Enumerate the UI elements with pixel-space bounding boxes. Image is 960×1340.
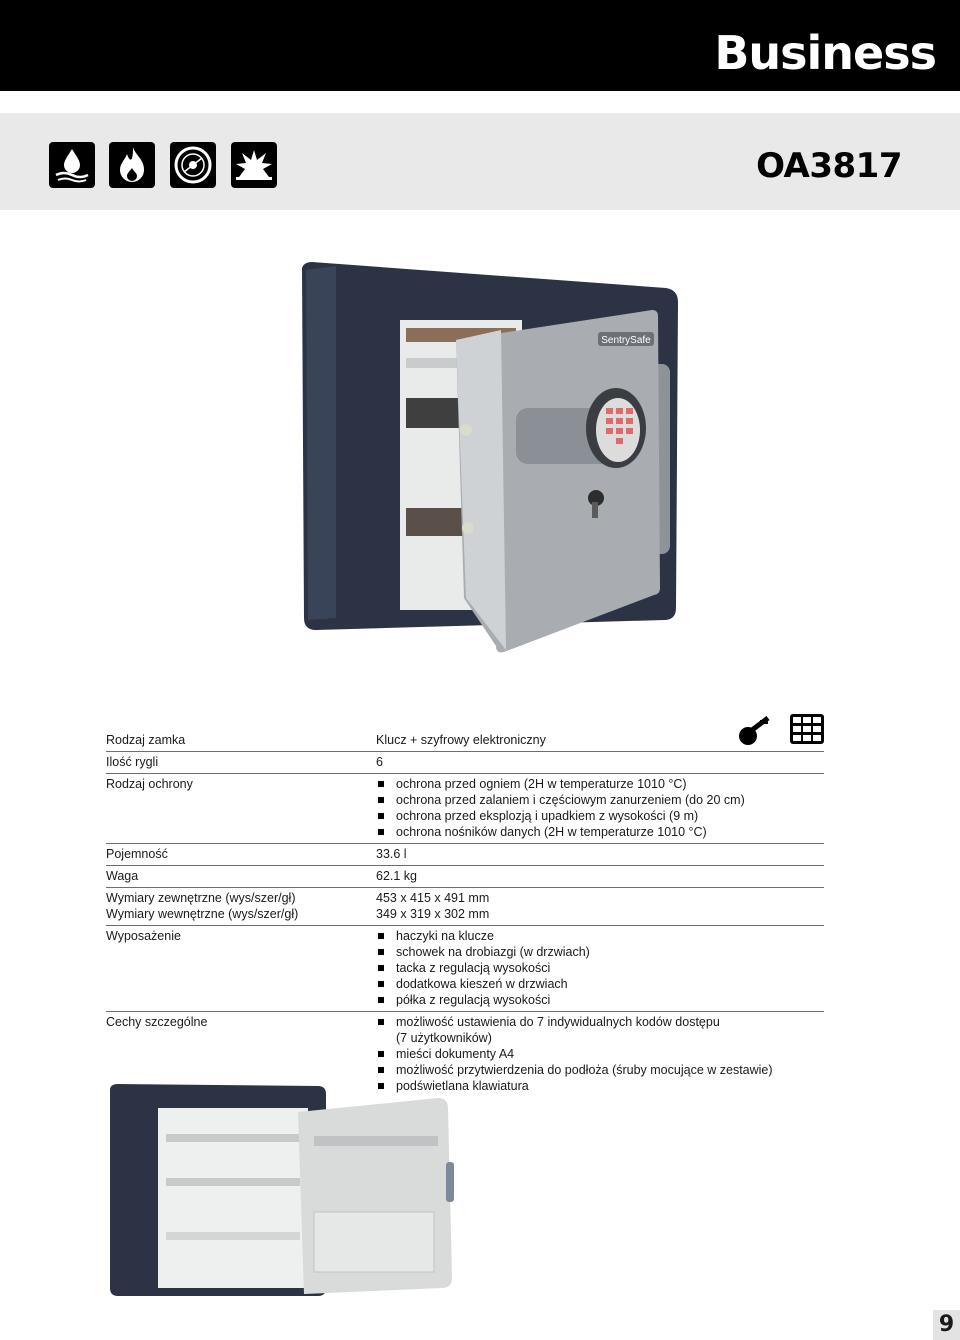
list-item: ochrona przed eksplozją i upadkiem z wysokości (9 m) (376, 808, 824, 824)
spec-value: 6 (376, 755, 383, 769)
list-item: podświetlana klawiatura (376, 1078, 824, 1094)
list-item: haczyki na klucze (376, 928, 824, 944)
list-item: ochrona przed ogniem (2H w temperaturze 1010 °C) (376, 776, 824, 792)
spec-label: Pojemność (106, 847, 168, 861)
list-item: dodatkowa kieszeń w drzwiach (376, 976, 824, 992)
product-model: OA3817 (756, 146, 902, 186)
list-item: ochrona przed zalaniem i częściowym zanurzeniem (do 20 cm) (376, 792, 824, 808)
spec-table (106, 730, 824, 1097)
spec-label: Ilość rygli (106, 755, 159, 769)
spec-label: Cechy szczególne (106, 1015, 208, 1029)
page-number: 9 (933, 1310, 960, 1340)
list-item: możliwość przytwierdzenia do podłoża (śruby mocujące w zestawie) (376, 1062, 824, 1078)
explosion-icon (231, 142, 277, 188)
spec-label: Waga (106, 869, 139, 883)
list-item: półka z regulacją wysokości (376, 992, 824, 1008)
list-item: mieści dokumenty A4 (376, 1046, 824, 1062)
spec-row-protection (106, 774, 824, 844)
spec-row-capacity (106, 844, 824, 866)
spec-value: 453 x 415 x 491 mm (376, 891, 490, 905)
spec-row-equipment (106, 926, 824, 1012)
list-item: tacka z regulacją wysokości (376, 960, 824, 976)
spec-value: 33.6 l (376, 847, 407, 861)
spec-row-bolts (106, 752, 824, 774)
safe-photo-main (296, 258, 686, 658)
safe-logo-text: SentrySafe (601, 335, 651, 346)
header-bar (0, 0, 960, 91)
spec-row-lock (106, 730, 824, 752)
list-item: możliwość ustawienia do 7 indywidualnych kodów dostępu (7 użytkowników) (376, 1014, 824, 1046)
water-drop-icon (49, 142, 95, 188)
list-item: schowek na drobiazgi (w drzwiach) (376, 944, 824, 960)
spec-label: Wymiary zewnętrzne (wys/szer/gł) (106, 891, 296, 905)
equipment-list (376, 928, 824, 1008)
list-item: ochrona nośników danych (2H w temperaturze 1010 °C) (376, 824, 824, 840)
spec-row-dimensions (106, 888, 824, 926)
brand-title: Business (714, 26, 936, 80)
spec-value: 349 x 319 x 302 mm (376, 907, 490, 921)
spec-value: Klucz + szyfrowy elektroniczny (376, 733, 546, 747)
disc-icon (170, 142, 216, 188)
spec-label: Rodzaj zamka (106, 733, 186, 747)
spec-label: Wymiary wewnętrzne (wys/szer/gł) (106, 907, 299, 921)
safe-photo-open (108, 1082, 464, 1298)
protection-list (376, 776, 824, 840)
spec-row-weight (106, 866, 824, 888)
spec-value: 62.1 kg (376, 869, 418, 883)
flame-icon (109, 142, 155, 188)
spec-label: Wyposażenie (106, 929, 181, 943)
spec-label: Rodzaj ochrony (106, 777, 193, 791)
